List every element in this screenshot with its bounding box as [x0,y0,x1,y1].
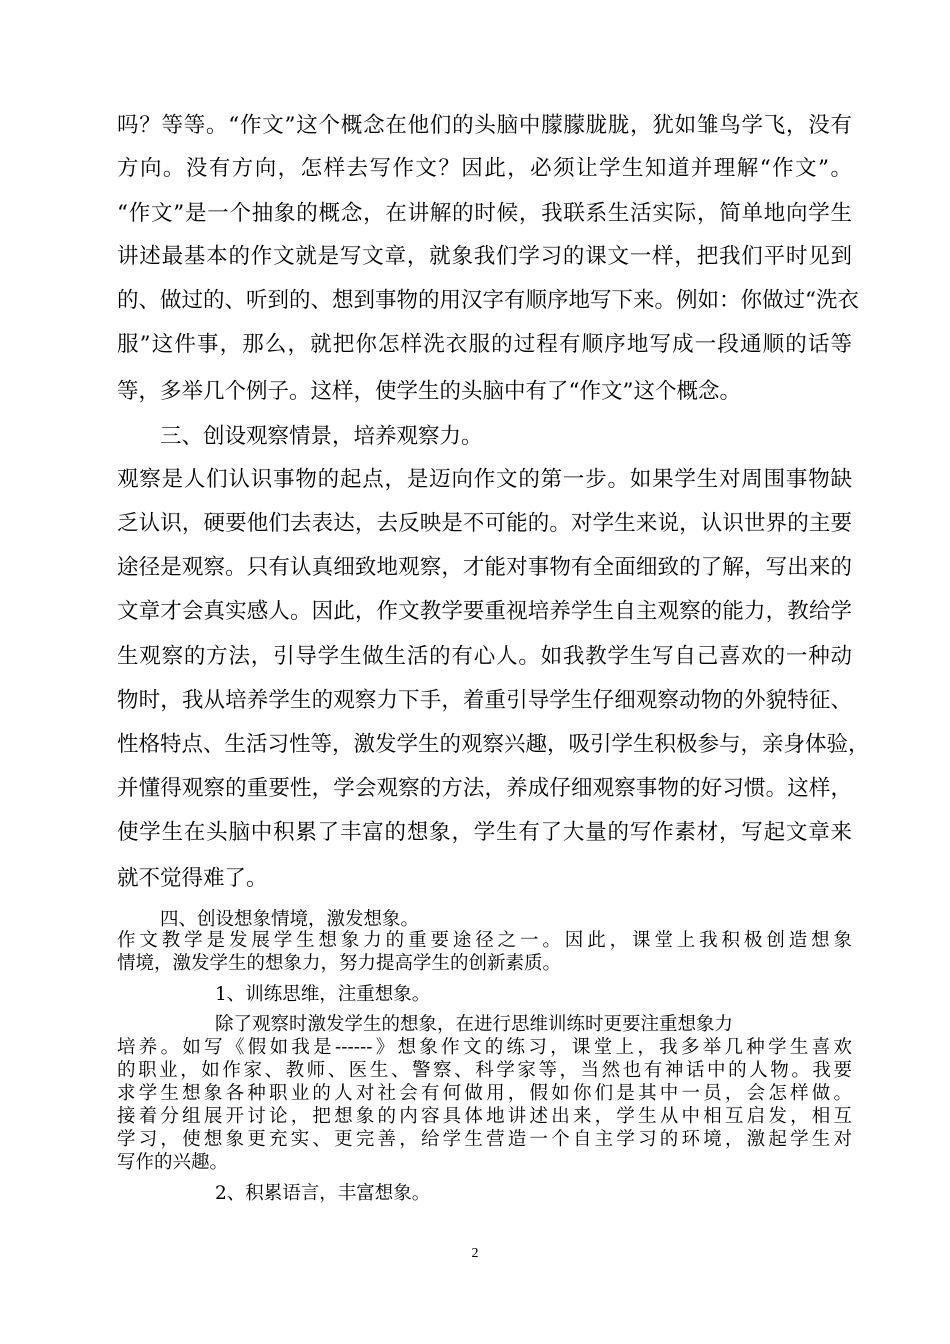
paragraph-line: 作文教学是发展学生想象力的重要途径之一。因此，课堂上我积极创造想象 [117,930,852,951]
subsection-heading: 2、积累语言，丰富想象。 [215,1183,431,1204]
paragraph-line: 途径是观察。只有认真细致地观察，才能对事物有全面细致的了解，写出来的 [117,555,852,580]
paragraph-line: 并懂得观察的重要性，学会观察的方法，养成仔细观察事物的好习惯。这样， [117,776,852,801]
paragraph-line: 写作的兴趣。 [117,1152,229,1173]
paragraph-line: 求学生想象各种职业的人对社会有何做用，假如你们是其中一员，会怎样做。 [117,1083,852,1104]
paragraph-line: 等，多举几个例子。这样，使学生的头脑中有了“作文”这个概念。 [117,379,741,404]
paragraph-line: 性格特点、生活习性等，激发学生的观察兴趣，吸引学生积极参与，亲身体验， [117,732,870,757]
paragraph-line: 乏认识，硬要他们去表达，去反映是不可能的。对学生来说，认识世界的主要 [117,511,852,536]
paragraph-line: 吗？等等。“作文”这个概念在他们的头脑中朦朦胧胧，犹如雏鸟学飞，没有 [117,113,852,138]
section-heading: 四、创设想象情境，激发想象。 [160,909,420,930]
paragraph-line: “作文”是一个抽象的概念，在讲解的时候，我联系生活实际，简单地向学生 [117,201,852,226]
paragraph-line: 使学生在头脑中积累了丰富的想象，学生有了大量的写作素材，写起文章来 [117,820,852,845]
paragraph-line: 情境，激发学生的想象力，努力提高学生的创新素质。 [117,953,562,974]
paragraph-line: 的职业，如作家、教师、医生、警察、科学家等，当然也有神话中的人物。我要 [117,1060,852,1081]
paragraph-line: 培养。如写《假如我是------》想象作文的练习，课堂上，我多举几种学生喜欢 [117,1037,852,1058]
paragraph-line: 除了观察时激发学生的想象，在进行思维训练时更要注重想象力 [215,1014,734,1035]
section-heading: 三、创设观察情景，培养观察力。 [160,424,483,449]
paragraph-line: 接着分组展开讨论，把想象的内容具体地讲述出来，学生从中相互启发，相互 [117,1106,852,1127]
paragraph-line: 学习，使想象更充实、更完善，给学生营造一个自主学习的环境，激起学生对 [117,1129,852,1150]
paragraph-line: 讲述最基本的作文就是写文章，就象我们学习的课文一样，把我们平时见到 [117,244,852,269]
paragraph-line: 生观察的方法，引导学生做生活的有心人。如我教学生写自己喜欢的一种动 [117,644,852,669]
paragraph-line: 就不觉得难了。 [117,866,268,891]
paragraph-line: 文章才会真实感人。因此，作文教学要重视培养学生自主观察的能力，教给学 [117,599,852,624]
paragraph-line: 物时，我从培养学生的观察力下手，着重引导学生仔细观察动物的外貌特征、 [117,688,852,713]
paragraph-line: 的、做过的、听到的、想到事物的用汉字有顺序地写下来。例如：你做过“洗衣 [117,288,859,313]
subsection-heading: 1、训练思维，注重想象。 [215,984,431,1005]
page-number: 2 [471,1246,479,1261]
paragraph-line: 方向。没有方向，怎样去写作文？因此，必须让学生知道并理解“作文”。 [117,156,852,181]
paragraph-line: 观察是人们认识事物的起点，是迈向作文的第一步。如果学生对周围事物缺 [117,467,852,492]
paragraph-line: 服”这件事，那么，就把你怎样洗衣服的过程有顺序地写成一段通顺的话等 [117,332,852,357]
